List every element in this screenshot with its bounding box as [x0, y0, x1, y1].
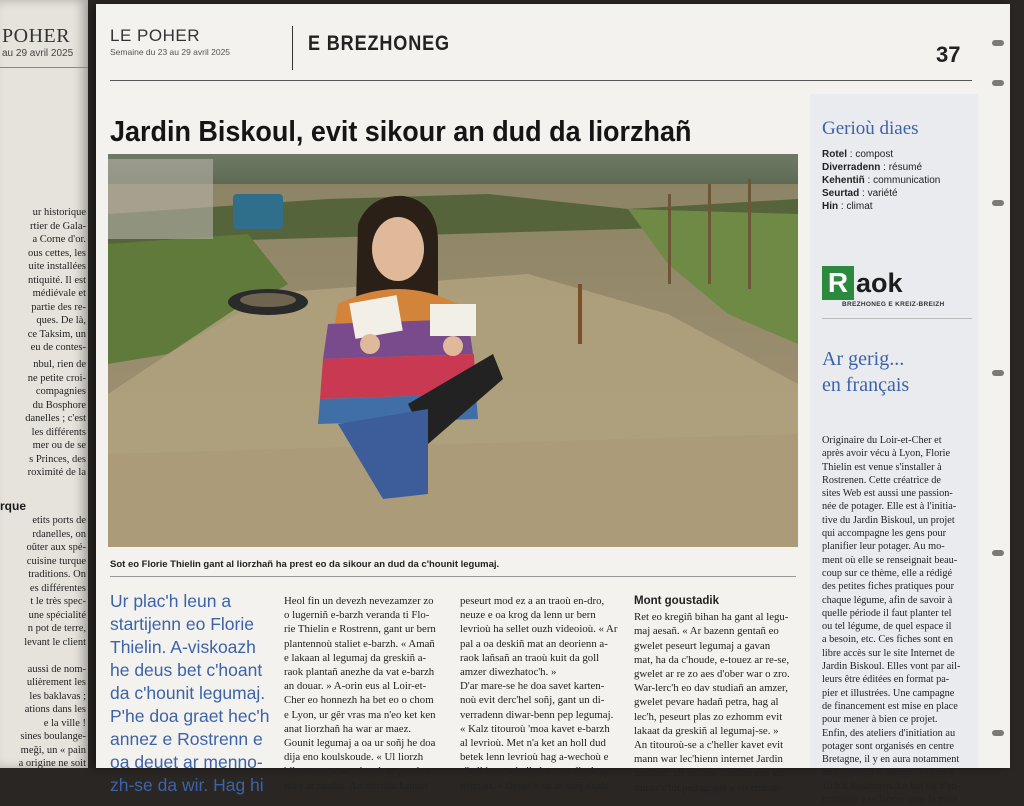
garden-photo-illustration	[108, 154, 798, 547]
previous-page-line: ous cettes, les	[27, 247, 86, 259]
previous-page-line: rdanelles, on	[32, 528, 86, 540]
previous-page-line: sines boulange-	[20, 731, 86, 742]
previous-page-line: danelles ; c'est	[25, 413, 86, 424]
previous-page-rule	[0, 67, 88, 68]
column-line: pal a oa deskiñ mat an deorienn a-	[460, 637, 608, 650]
previous-page-text-c	[0, 514, 86, 771]
french-summary-line: Bretagne, il y en aura notamment	[822, 754, 960, 766]
glossary-definition: : compost	[847, 149, 894, 160]
binding-ring	[992, 550, 1004, 556]
french-summary-line: de financement est mise en place	[822, 700, 958, 712]
binding-ring	[992, 80, 1004, 86]
french-summary-line: a besoin, etc. Ces fiches sont en	[822, 634, 953, 646]
previous-page-line: médiévale et	[32, 288, 86, 299]
previous-page-line: meği, un « pain	[20, 744, 86, 756]
paper-name: LE POHER	[110, 26, 200, 45]
glossary-list	[822, 148, 940, 213]
lead-line: startijenn eo Florie	[110, 614, 254, 634]
previous-page-line: n pot de terre,	[27, 623, 86, 634]
previous-page-line: eu de contes-	[30, 342, 86, 353]
section-title: E BREZHONEG	[308, 32, 450, 55]
previous-page-line: ntiquité. Il est	[27, 274, 86, 286]
column-line: mann war lec'hienn internet Jardin	[634, 753, 783, 766]
column-line: War-lerc'h eo dav studiañ an amzer,	[634, 682, 788, 695]
french-summary-line: des petites fiches pratiques pour	[822, 581, 955, 593]
column-line: bihan-tout a oa e-barzh ar porzh a-	[284, 765, 434, 778]
previous-page-line: partie des re-	[31, 301, 86, 313]
column-line: lakaat da greskiñ al legumaj-se. »	[634, 724, 779, 737]
issue-dates: Semaine du 23 au 29 avril 2025	[110, 47, 231, 57]
article-headline: Jardin Biskoul, evit sikour an dud da liorzhañ	[110, 116, 692, 148]
column-line: betek lenn levrioù hag a-wechoù e	[460, 751, 609, 764]
column-line: Cher eo honnezh ha bet eo o chom	[284, 694, 434, 707]
binding-ring	[992, 40, 1004, 46]
french-summary-line: ment où elle se renseignait beau-	[822, 554, 958, 566]
column-line: lec'h, peseurt plas zo ezhomm evit	[634, 710, 783, 723]
column-line: amzer diwezhatoc'h. »	[460, 666, 557, 679]
lead-line: Ur plac'h leun a	[110, 591, 232, 611]
column-line: Biskoul. Ur stumm moullet eus kar-	[634, 767, 790, 780]
french-summary-line: Enfin, des ateliers d'initiation au	[822, 727, 956, 739]
lead-line: Thielin. A-viskoazh	[110, 637, 256, 657]
glossary-entry	[822, 174, 940, 187]
article-lead	[110, 590, 270, 797]
column-line: o lugerniñ e-barzh veranda ti Flo-	[284, 609, 430, 622]
french-summary-line: un en breton le samedi 10 mai à	[822, 767, 954, 779]
french-summary-title-line-1: Ar gerig...	[822, 348, 905, 370]
glossary-entry	[822, 200, 940, 213]
sidebar	[810, 94, 978, 806]
column-line: rie Thielin e Rostrenn, gant ur bern	[284, 623, 436, 636]
glossary-term: Rotel	[822, 149, 847, 160]
previous-page-line: rtier de Gala-	[30, 220, 86, 232]
previous-page-line: t le très spec-	[30, 596, 86, 607]
previous-page-line: ce Taksim, un	[27, 328, 86, 340]
previous-page-line: levant le client	[24, 636, 86, 648]
subheading-mont-goustadik: Mont goustadik	[634, 595, 719, 607]
french-summary-line: ou tel légume, de quel espace il	[822, 621, 952, 633]
previous-page-header: POHER	[2, 25, 71, 47]
column-line: Heol fin un devezh nevezamzer zo	[284, 595, 434, 607]
french-summary-line: leurs être éditées en format pa-	[822, 674, 950, 686]
column-line: an douar. » A-orin eus al Loir-et-	[284, 680, 427, 693]
sidebar-rule	[822, 318, 972, 319]
previous-page-line: e la ville !	[43, 717, 86, 729]
raok-logo-word: aok	[856, 267, 903, 298]
newspaper-page	[96, 4, 1010, 806]
french-summary-line: sites Web est aussi une passion-	[822, 488, 953, 500]
french-summary-line: chaque légume, afin de savoir à	[822, 594, 953, 606]
french-summary-title-line-2: en français	[822, 374, 910, 396]
caption-rule	[110, 576, 796, 577]
header-rule	[110, 80, 972, 81]
previous-page-line: oûter aux spé-	[26, 542, 86, 553]
raok-logo	[822, 266, 945, 308]
raok-logo-letter: R	[822, 266, 854, 300]
article-column-2	[460, 594, 620, 793]
glossary-entry	[822, 161, 940, 174]
header-separator	[292, 26, 293, 70]
previous-page-date: au 29 avril 2025	[2, 48, 74, 59]
article-column-1	[284, 594, 444, 793]
previous-page-line: compagnies	[35, 386, 86, 397]
column-line: plantennoù staliet e-barzh. « Amañ	[284, 637, 435, 650]
glossary-entry	[822, 148, 940, 161]
previous-page-line: uite installées	[28, 261, 86, 272]
previous-page-line: ur historique	[32, 207, 86, 218]
column-line: toù ar c'hit pedagogel a vo emban-	[634, 781, 783, 794]
french-summary-text	[822, 434, 972, 806]
column-line: An titouroù-se a c'heller kavet evit	[634, 739, 784, 752]
column-line: gwelet peseurt legumaj a gavan	[634, 639, 771, 652]
column-line: e lakaan al legumaj da greskiñ a-	[284, 651, 427, 664]
french-summary-line: Originaire du Loir-et-Cher et	[822, 435, 942, 446]
column-line: raok plantañ anezhe da vat e-barzh	[284, 666, 435, 679]
column-line: neuze e oa krog da lenn ur bern	[460, 609, 596, 622]
previous-page-line: du Bosphore	[32, 399, 86, 411]
column-3-text	[634, 610, 798, 795]
previous-page-line	[0, 649, 86, 663]
binding-rings	[990, 4, 1006, 768]
glossary-definition: : résumé	[880, 162, 923, 173]
column-line: c'hell bout teknikel-tre an displega-	[460, 765, 613, 778]
column-line: Ret eo kregiñ bihan ha gant al legu-	[634, 611, 789, 624]
column-line: D'ar mare-se he doa savet karten-	[460, 680, 605, 693]
french-summary-line: tive du Jardin Biskoul, un projet	[822, 514, 955, 526]
previous-page-line: etits ports de	[32, 515, 86, 526]
article-column-3	[634, 594, 798, 795]
lead-line: zh-se da wir. Hag hi	[110, 775, 264, 795]
raok-tagline: BREZHONEG E KREIZ-BREIZH	[842, 301, 945, 308]
french-summary-line: pour mener à bien ce projet.	[822, 714, 938, 726]
french-summary-line: courager à se lancer dans la mise	[822, 794, 958, 806]
column-line: gwelet pevare hadañ petra, hag al	[634, 696, 779, 709]
article-photo	[108, 154, 798, 547]
column-line: peseurt mod ez a an traoù en-dro,	[460, 595, 605, 607]
previous-page-line: a origine ne soit	[18, 758, 86, 769]
lead-line: annez e Rostrenn e	[110, 729, 263, 749]
french-summary-line: libre accès sur le site Internet de	[822, 647, 955, 659]
glossary-definition: : climat	[838, 201, 873, 212]
column-line: maj aesañ. « Ar bazenn gentañ eo	[634, 625, 779, 638]
binding-ring	[992, 730, 1004, 736]
masthead	[110, 26, 230, 57]
french-summary-line: Jardin Biskoul. Elles vont par ail-	[822, 661, 961, 673]
previous-page-line: s Princes, des	[29, 453, 86, 465]
previous-page-subhead: rque	[0, 499, 27, 513]
column-line: levrioù ha sellet ouzh videoioù. « Ar	[460, 623, 618, 636]
page-number: 37	[936, 42, 961, 67]
lead-line: da c'hounit legumaj.	[110, 683, 266, 703]
lead-line: he deus bet c'hoant	[110, 660, 263, 680]
french-summary-line: 10 h à Rostrenen. Le but est d'en-	[822, 780, 960, 792]
french-summary-line: quelle période il faut planter tel	[822, 607, 952, 619]
previous-page-line: ques. De là,	[36, 315, 86, 326]
previous-page-line: les baklavas ;	[29, 690, 86, 702]
french-summary-line: qui accompagne les gens pour	[822, 528, 947, 540]
french-summary-line: après avoir vécu à Lyon, Florie	[822, 448, 951, 460]
previous-page-line: es différentes	[29, 582, 86, 594]
column-line: « Kalz titouroù 'moa kavet e-barzh	[460, 722, 610, 735]
french-summary-line: planifier leur potager. Au mo-	[822, 541, 945, 553]
binding-ring	[992, 200, 1004, 206]
previous-page-text-a	[0, 206, 86, 355]
column-line: al levrioù. Met n'a ket an holl dud	[460, 737, 606, 750]
column-line: drev ar randni. An intrudu kentañ	[284, 779, 428, 792]
previous-page-line: cuisine turque	[26, 555, 86, 567]
previous-page-text-b	[0, 358, 86, 480]
lead-line: P'he doa graet hec'h	[110, 706, 270, 726]
previous-page-line: ne petite croi-	[27, 372, 86, 384]
lead-line: oa deuet ar menno-	[110, 752, 263, 772]
column-line: dija eno koulskoude. « Ul liorzh	[284, 751, 424, 764]
french-summary-line: née de potager. Elle est à l'initia-	[822, 501, 957, 513]
glossary-definition: : communication	[864, 175, 941, 186]
column-line: noù evit derc'hel soñj, gant un di-	[460, 694, 605, 707]
glossary-term: Diverradenn	[822, 162, 881, 173]
previous-page-line: a Corne d'or.	[32, 234, 86, 245]
column-line: Gounit legumaj a oa ur soñj he doa	[284, 737, 436, 750]
french-summary-line: pier et illustrées. Une campagne	[822, 687, 955, 699]
glossary-entry	[822, 187, 940, 200]
column-line: e Lyon, ur gêr vras ma n'eo ket ken	[284, 708, 436, 721]
previous-page-line: nbul, rien de	[33, 359, 86, 370]
column-line: verradenn diwar-benn pep legumaj.	[460, 708, 614, 721]
binding-ring	[992, 370, 1004, 376]
glossary-term: Hin	[822, 201, 839, 212]
column-line: anat liorzhañ ha war ar maez.	[284, 722, 412, 735]
glossary-term: Kehentiñ	[822, 175, 865, 186]
glossary-term: Seurtad	[822, 188, 860, 199]
french-summary-line: potager sont organisés en centre	[822, 740, 954, 752]
french-summary-line: Rostrenen. Cette créatrice de	[822, 474, 941, 486]
previous-page-line: traditions. On	[28, 569, 86, 580]
previous-page-line: ulièrement les	[26, 677, 86, 688]
column-line: gwelet ar re zo aes d'ober war o zro.	[634, 668, 790, 681]
previous-page-line: une spécialité	[28, 609, 86, 621]
french-summary-line: Thielin est venue s'installer à	[822, 461, 942, 473]
previous-page-line: aussi de nom-	[27, 663, 86, 675]
column-line: dennoù. » Deuet e oa ar soñj dezhi	[460, 779, 610, 792]
french-summary-line: coup sur ce thème, elle a rédigé	[822, 567, 953, 579]
glossary-definition: : variété	[859, 188, 898, 199]
column-line: raok lañsañ an traoù kuit da goll	[460, 651, 600, 664]
previous-page-line: mer ou de se	[32, 440, 86, 451]
previous-page-line: roximité de la	[27, 467, 86, 478]
photo-caption: Sot eo Florie Thielin gant al liorzhañ ha prest eo da sikour an dud da c'hounit legumaj.	[110, 559, 500, 570]
previous-page-line: ations dans les	[24, 704, 86, 715]
column-line: mat, ha da c'houde, e-touez ar re-se,	[634, 653, 790, 666]
french-summary-title	[822, 346, 909, 398]
glossary-title: Gerioù diaes	[822, 118, 919, 139]
previous-page	[0, 0, 88, 768]
previous-page-line: les différents	[31, 426, 86, 438]
